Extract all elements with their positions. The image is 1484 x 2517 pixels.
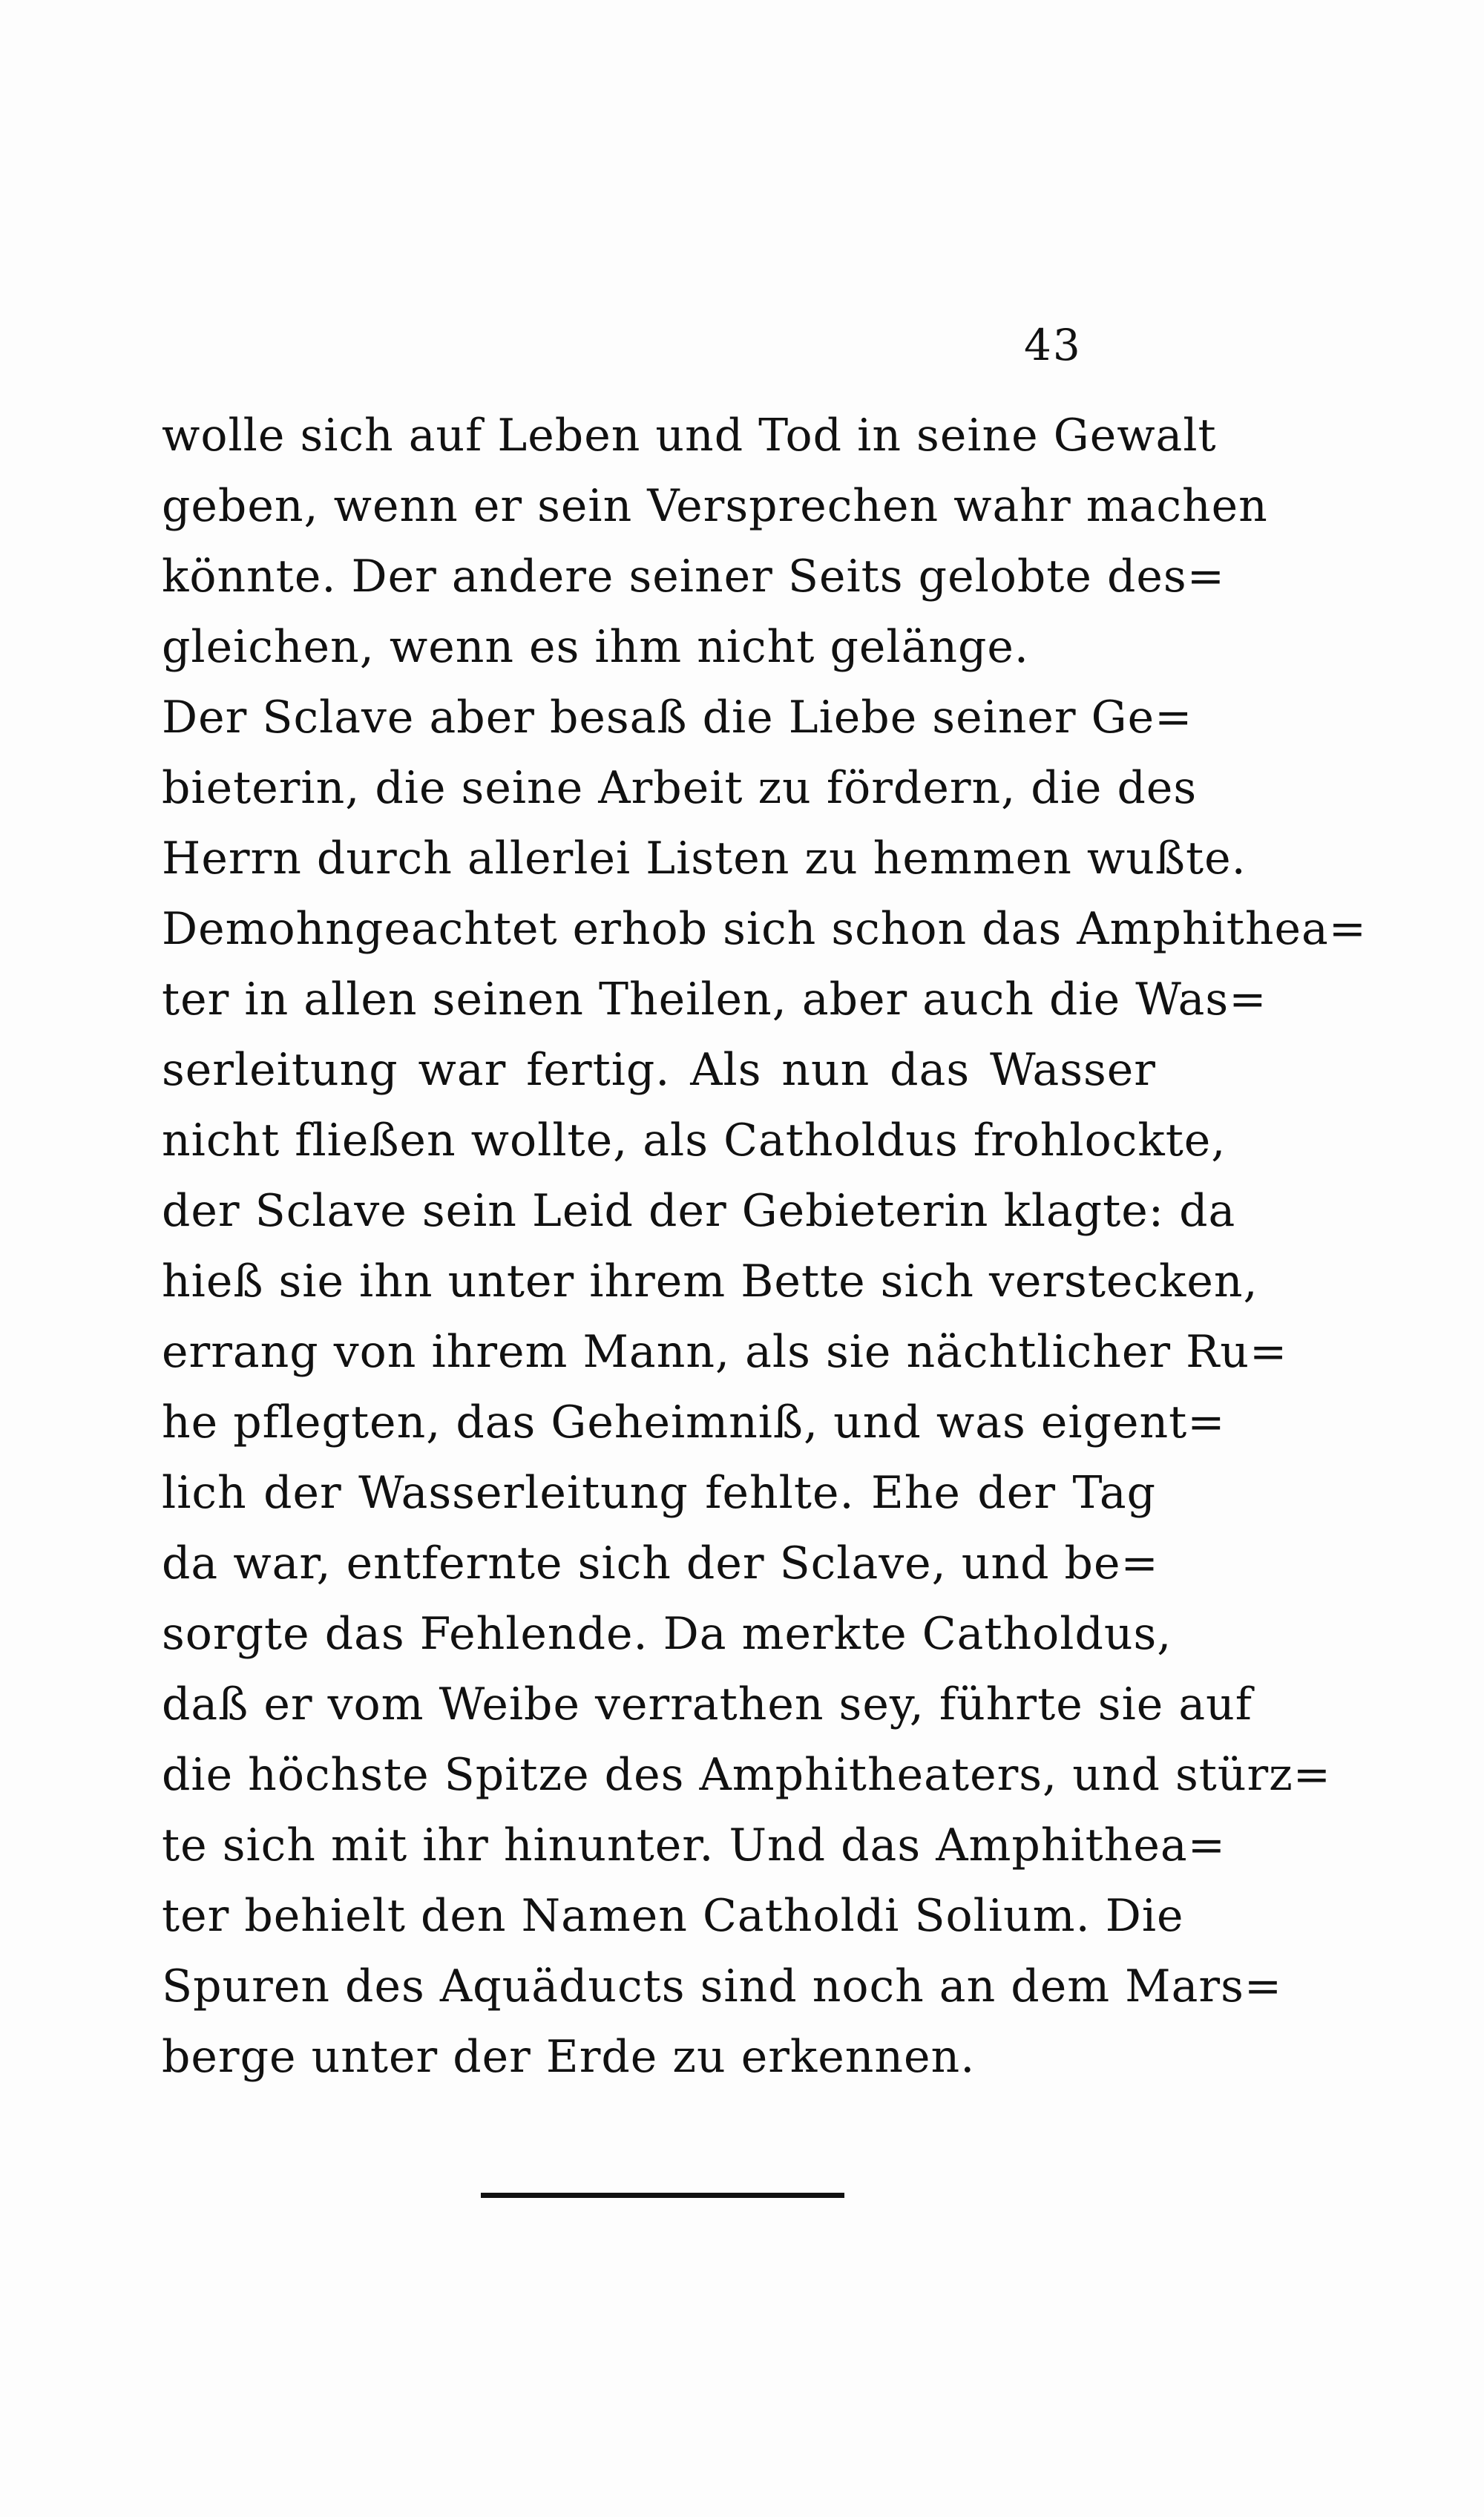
body-text: [162, 401, 1368, 2093]
end-rule: [481, 2193, 844, 2198]
text-line: serleitung war fertig. Als nun das Wasser: [162, 1044, 1156, 1096]
text-line: sorgte das Fehlende. Da merkte Catholdus,: [162, 1608, 1172, 1660]
text-line: bieterin, die seine Arbeit zu fördern, die des: [162, 762, 1198, 814]
text-line: wolle sich auf Leben und Tod in seine Gewalt: [162, 410, 1217, 462]
text-line: daß er vom Weibe verrathen sey, führte sie auf: [162, 1678, 1252, 1730]
text-line: Spuren des Aquäducts sind noch an dem Mars=: [162, 1960, 1283, 2012]
text-line: errang von ihrem Mann, als sie nächtlicher Ru=: [162, 1326, 1288, 1378]
text-line: gleichen, wenn es ihm nicht gelänge.: [162, 621, 1029, 673]
text-line: te sich mit ihr hinunter. Und das Amphithea=: [162, 1819, 1226, 1871]
text-line: Herrn durch allerlei Listen zu hemmen wußte.: [162, 833, 1247, 885]
text-line: da war, entfernte sich der Sclave, und be=: [162, 1538, 1159, 1589]
text-line: könnte. Der andere seiner Seits gelobte des=: [162, 551, 1225, 603]
page-number: 43: [1024, 320, 1082, 370]
text-line: ter behielt den Namen Catholdi Solium. Die: [162, 1890, 1184, 1942]
text-line: nicht fließen wollte, als Catholdus frohlockte,: [162, 1115, 1227, 1166]
text-line: Demohngeachtet erhob sich schon das Amphithea=: [162, 903, 1368, 955]
text-line: der Sclave sein Leid der Gebieterin klagte: da: [162, 1185, 1236, 1237]
text-line: hieß sie ihn unter ihrem Bette sich verstecken,: [162, 1256, 1258, 1307]
text-line: berge unter der Erde zu erkennen.: [162, 2031, 976, 2083]
text-line: ter in allen seinen Theilen, aber auch die Was=: [162, 974, 1267, 1025]
text-line: lich der Wasserleitung fehlte. Ehe der Tag: [162, 1467, 1156, 1519]
text-line: geben, wenn er sein Versprechen wahr machen: [162, 480, 1268, 532]
text-line: he pflegten, das Geheimniß, und was eigent=: [162, 1397, 1226, 1448]
text-line: Der Sclave aber besaß die Liebe seiner Ge=: [162, 692, 1193, 744]
text-line: die höchste Spitze des Amphitheaters, und stürz=: [162, 1749, 1332, 1801]
